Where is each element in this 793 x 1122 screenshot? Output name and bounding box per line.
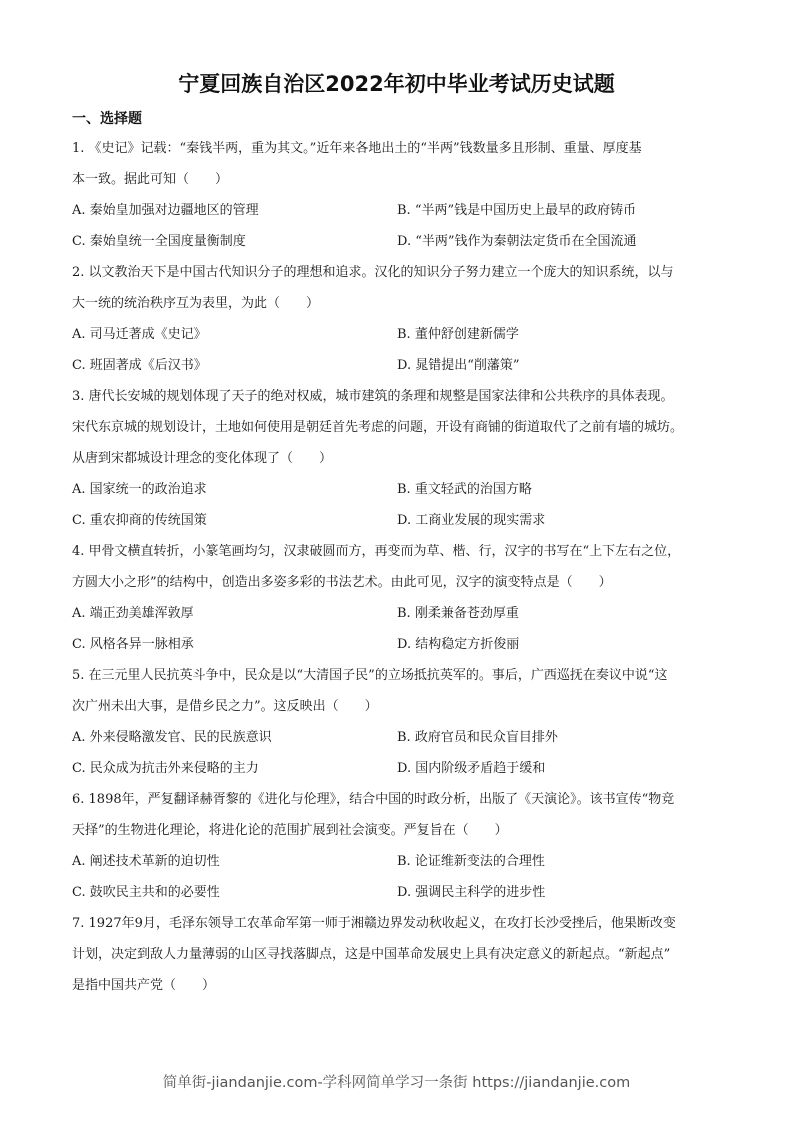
question-text: 天择”的生物进化理论，将进化论的范围扩展到社会演变。严复旨在（ ）: [72, 823, 508, 838]
question-3: [72, 387, 724, 542]
question-text: 4. 甲骨文横直转折，小篆笔画均匀，汉隶破圆而方，再变而为草、楷、行，汉字的书写在“上下左右之位，: [72, 544, 681, 559]
option-a: A. 外来侵略激发官、民的民族意识: [72, 730, 272, 745]
question-7: [72, 914, 724, 1007]
question-4: [72, 542, 724, 666]
option-a: A. 司马迁著成《史记》: [72, 327, 207, 342]
question-text: 3. 唐代长安城的规划体现了天子的绝对权威，城市建筑的条理和规整是国家法律和公共秩序的具体表现。: [72, 389, 674, 404]
option-d: D. 晁错提出“削藩策”: [397, 358, 520, 373]
option-c: C. 风格各异一脉相承: [72, 637, 194, 652]
question-5: [72, 666, 724, 790]
question-text: 本一致。据此可知（ ）: [72, 172, 229, 187]
option-b: B. 刚柔兼备苍劲厚重: [397, 606, 519, 621]
option-c: C. 鼓吹民主共和的必要性: [72, 885, 220, 900]
question-text: 6. 1898年，严复翻译赫胥黎的《进化与伦理》，结合中国的时政分析，出版了《天演论》。该书宣传“物竞: [72, 792, 675, 807]
page-title: 宁夏回族自治区2022年初中毕业考试历史试题: [178, 72, 615, 96]
option-a: A. 端正劲美雄浑敦厚: [72, 606, 194, 621]
question-2: [72, 263, 724, 387]
option-c: C. 班固著成《后汉书》: [72, 358, 207, 373]
option-d: D. 工商业发展的现实需求: [397, 513, 546, 528]
question-text: 宋代东京城的规划设计，土地如何使用是朝廷首先考虑的问题，开设有商铺的街道取代了之前有墙的城坊。: [72, 420, 684, 435]
footer-watermark: 简单街-jiandanjie.com-学科网简单学习一条街 https://jiandanjie.com: [162, 1075, 631, 1091]
question-text: 计划，决定到敌人力量薄弱的山区寻找落脚点，这是中国革命发展史上具有决定意义的新起点。“新起点”: [72, 947, 671, 962]
option-d: D. 国内阶级矛盾趋于缓和: [397, 761, 546, 776]
option-c: C. 民众成为抗击外来侵略的主力: [72, 761, 259, 776]
question-text: 方圆大小之形”的结构中，创造出多姿多彩的书法艺术。由此可见，汉字的演变特点是（ ）: [72, 575, 612, 590]
option-d: D. 结构稳定方折俊丽: [397, 637, 520, 652]
question-1: [72, 139, 724, 263]
option-a: A. 国家统一的政治追求: [72, 482, 207, 497]
option-b: B. 重文轻武的治国方略: [397, 482, 532, 497]
option-d: D. “半两”钱作为秦朝法定货币在全国流通: [397, 234, 637, 249]
question-text: 是指中国共产党（ ）: [72, 978, 216, 993]
option-d: D. 强调民主科学的进步性: [397, 885, 546, 900]
option-b: B. 董仲舒创建新儒学: [397, 327, 519, 342]
section-heading: 一、选择题: [72, 111, 142, 127]
option-a: A. 秦始皇加强对边疆地区的管理: [72, 203, 259, 218]
option-b: B. “半两”钱是中国历史上最早的政府铸币: [397, 203, 637, 218]
option-c: C. 秦始皇统一全国度量衡制度: [72, 234, 246, 249]
question-text: 1. 《史记》记载：“秦钱半两，重为其文。”近年来各地出土的“半两”钱数量多且形制、重量、厚度基: [72, 141, 642, 156]
question-text: 次广州未出大事，是借乡民之力”。这反映出（ ）: [72, 699, 378, 714]
question-list: [72, 139, 724, 1007]
question-text: 2. 以文教治天下是中国古代知识分子的理想和追求。汉化的知识分子努力建立一个庞大的知识系统，以与: [72, 265, 674, 280]
option-b: B. 政府官员和民众盲目排外: [397, 730, 558, 745]
question-text: 7. 1927年9月，毛泽东领导工农革命军第一师于湘赣边界发动秋收起义，在攻打长沙受挫后，他果断改变: [72, 916, 676, 931]
option-b: B. 论证维新变法的合理性: [397, 854, 545, 869]
question-text: 大一统的统治秩序互为表里，为此（ ）: [72, 296, 320, 311]
question-text: 5. 在三元里人民抗英斗争中，民众是以“大清国子民”的立场抵抗英军的。事后，广西巡抚在奏议中说“这: [72, 668, 668, 683]
question-text: 从唐到宋都城设计理念的变化体现了（ ）: [72, 451, 333, 466]
option-c: C. 重农抑商的传统国策: [72, 513, 207, 528]
question-6: [72, 790, 724, 914]
option-a: A. 阐述技术革新的迫切性: [72, 854, 220, 869]
